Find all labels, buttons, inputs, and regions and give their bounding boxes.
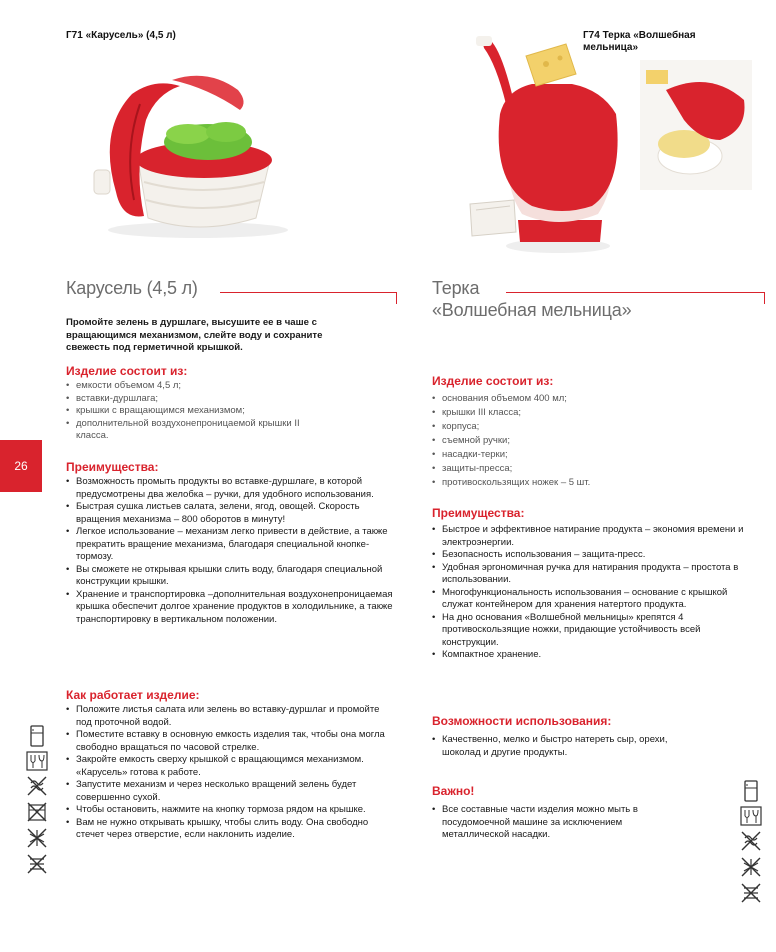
section-heading: Изделие состоит из: (432, 374, 554, 388)
list-item: • корпуса; (432, 420, 732, 434)
no-oven-icon (26, 801, 48, 823)
left-product-title: Карусель (4,5 л) (66, 278, 198, 298)
title-underline-tick (396, 292, 397, 304)
list-item: • защиты-пресса; (432, 462, 732, 476)
list-item: • Положите листья салата или зелень во вставку-дуршлаг и промойте под проточной водой. (66, 704, 396, 729)
list-item: • Легкое использование – механизм легко привести в действие, а также прекратить вращение механизма, благодаря специальной кнопке-тормозу. (66, 526, 396, 564)
right-usage-section (432, 714, 732, 759)
left-composition-section (66, 364, 386, 443)
right-product-code: Г74 Терка «Волшебная мельница» (583, 30, 696, 53)
list-item: • Быстрое и эффективное натирание продукта – экономия времени и электроэнергии. (432, 524, 754, 549)
left-intro-text: Промойте зелень в дуршлаге, высушите ее в чаше с вращающимся механизмом, слейте воду и сохраните свежесть под герметичной крышкой. (66, 317, 323, 353)
list-item: • Удобная эргономичная ручка для натирания продукта – простота в использовании. (432, 562, 754, 587)
list-item: • Поместите вставку в основную емкость изделия так, чтобы она могла свободно вращаться по часовой стрелке. (66, 729, 396, 754)
list-item: • Закройте емкость сверху крышкой с вращающимся механизмом. «Карусель» готова к работе. (66, 754, 396, 779)
salad-spinner-image (88, 60, 298, 240)
no-freezer-icon (740, 856, 762, 878)
right-product-title (432, 277, 631, 321)
title-underline-tick (764, 292, 765, 304)
list-item: • Компактное хранение. (432, 649, 754, 662)
list-item: • вставки-дуршлага; (66, 393, 386, 406)
important-list (432, 804, 732, 842)
no-microwave-icon (740, 830, 762, 852)
left-how-it-works-section (66, 688, 396, 842)
list-item: • крышки III класса; (432, 406, 732, 420)
left-advantages-section (66, 460, 396, 626)
list-item: • съемной ручки; (432, 434, 732, 448)
advantages-list (66, 476, 396, 626)
list-item: • Запустите механизм и через несколько вращений зелень будет совершенно сухой. (66, 779, 396, 804)
title-underline (506, 292, 764, 293)
no-microwave-icon (26, 775, 48, 797)
list-item: • основания объемом 400 мл; (432, 392, 732, 406)
list-item: • Все составные части изделия можно мыть в посудомоечной машине за исключением металлической насадки. (432, 804, 692, 842)
list-item: • дополнительной воздухонепроницаемой крышки II класса. (66, 418, 326, 443)
care-icons-right (740, 780, 762, 904)
grater-container-image (640, 60, 752, 190)
section-heading: Возможности использования: (432, 714, 612, 728)
right-important-section (432, 784, 732, 842)
fridge-icon (29, 725, 45, 747)
section-heading: Важно! (432, 784, 475, 798)
section-heading: Преимущества: (66, 460, 159, 474)
list-item: • Возможность промыть продукты во вставке-дуршлаге, в которой предусмотрены два желобка – ручки, для удобного использования. (66, 476, 396, 501)
how-it-works-list (66, 704, 396, 842)
section-heading: Преимущества: (432, 506, 525, 520)
usage-list (432, 734, 732, 759)
list-item: • Вы сможете не открывая крышки слить воду, благодаря специальной конструкции крышки. (66, 564, 396, 589)
list-item: • Чтобы остановить, нажмите на кнопку тормоза рядом на крышке. (66, 804, 396, 817)
right-advantages-section (432, 506, 754, 662)
dishwasher-safe-icon (740, 806, 762, 826)
right-composition-section (432, 374, 732, 490)
advantages-list (432, 524, 754, 662)
list-item: • противоскользящих ножек – 5 шт. (432, 476, 732, 490)
list-item: • Хранение и транспортировка –дополнительная воздухонепроницаемая крышка обеспечит долгое хранение продуктов в холодильнике, а также транспортировку в вертикальном положении. (66, 589, 396, 627)
fridge-icon (743, 780, 759, 802)
dishwasher-safe-icon (26, 751, 48, 771)
right-title-line2: «Волшебная мельница» (432, 300, 632, 320)
care-icons-left (26, 725, 48, 875)
no-stove-icon (26, 853, 48, 875)
page-number-tab: 26 (0, 440, 42, 492)
list-item: • крышки с вращающимся механизмом; (66, 405, 386, 418)
composition-list (432, 392, 732, 490)
no-freezer-icon (26, 827, 48, 849)
no-stove-icon (740, 882, 762, 904)
title-underline (220, 292, 396, 293)
section-heading: Изделие состоит из: (66, 364, 188, 378)
list-item: • насадки-терки; (432, 448, 732, 462)
section-heading: Как работает изделие: (66, 688, 200, 702)
composition-list (66, 380, 386, 443)
grater-image (462, 34, 642, 254)
right-title-line1: Терка (432, 278, 480, 298)
list-item: • Качественно, мелко и быстро натереть сыр, орехи, шоколад и другие продукты. (432, 734, 682, 759)
list-item: • Безопасность использования – защита-пресс. (432, 549, 754, 562)
left-product-code: Г71 «Карусель» (4,5 л) (66, 30, 176, 41)
list-item: • Вам не нужно открывать крышку, чтобы слить воду. Она свободно стечет через отверстие, если наклонить изделие. (66, 817, 396, 842)
list-item: • Многофункциональность использования – основание с крышкой служат контейнером для хранения натертого продукта. (432, 587, 754, 612)
list-item: • На дно основания «Волшебной мельницы» крепятся 4 противоскользящие ножки, придающие устойчивость всей конструкции. (432, 612, 754, 650)
list-item: • Быстрая сушка листьев салата, зелени, ягод, овощей. Скорость вращения механизма – 800 оборотов в минуту! (66, 501, 396, 526)
list-item: • емкости объемом 4,5 л; (66, 380, 346, 393)
